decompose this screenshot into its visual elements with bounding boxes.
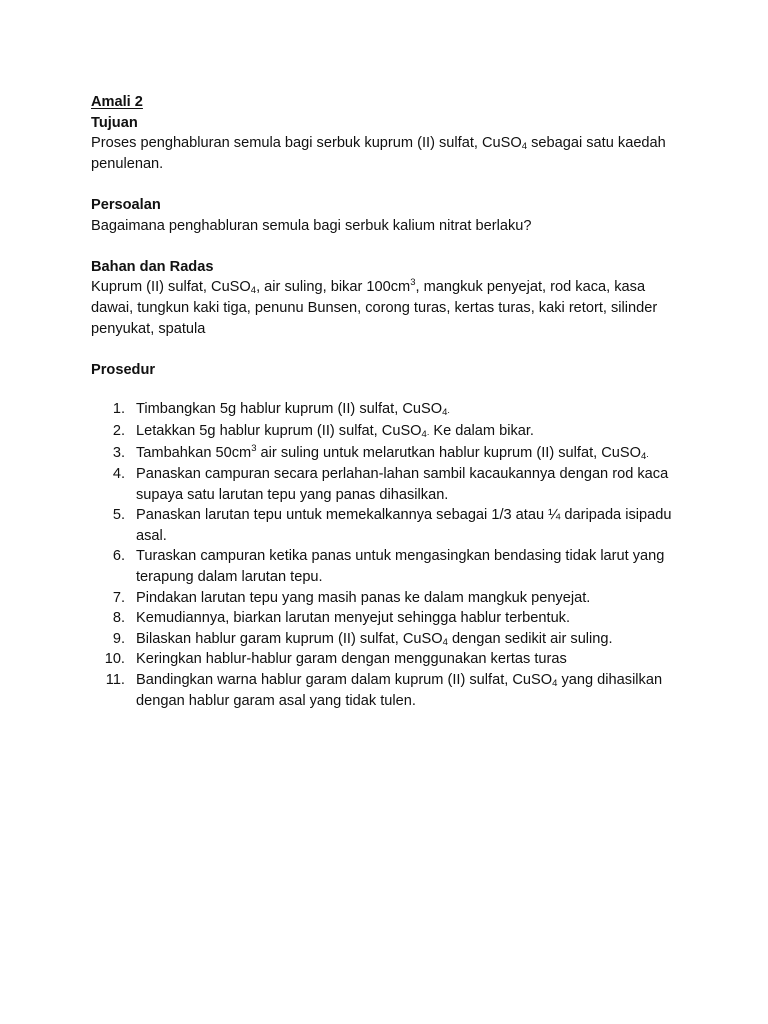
step-text: Letakkan 5g hablur kuprum (II) sulfat, CuSO bbox=[136, 422, 422, 439]
step-text: Turaskan campuran ketika panas untuk mengasingkan bendasing tidak larut yang terapung dalam larutan tepu. bbox=[136, 548, 665, 586]
bahan-text bbox=[91, 277, 691, 339]
step-number: 11. bbox=[105, 672, 125, 689]
heading-tujuan: Tujuan bbox=[91, 114, 138, 131]
step-text: Pindakan larutan tepu yang masih panas ke dalam mangkuk penyejat. bbox=[136, 589, 591, 606]
step-number: 4. bbox=[112, 466, 125, 483]
subscript-4: 4 bbox=[552, 678, 558, 690]
step-text: Bandingkan warna hablur garam dalam kuprum (II) sulfat, CuSO bbox=[136, 672, 553, 689]
step-number: 1. bbox=[112, 401, 125, 418]
superscript-3: 3 bbox=[410, 277, 416, 289]
heading-prosedur: Prosedur bbox=[91, 361, 156, 378]
procedure-step bbox=[91, 670, 691, 711]
tujuan-text-part: sebagai satu kaedah penulenan. bbox=[91, 135, 666, 172]
subscript-4: 4 bbox=[421, 428, 427, 440]
step-text: Kemudiannya, biarkan larutan menyejut sehingga hablur terbentuk. bbox=[136, 610, 571, 627]
heading-persoalan: Persoalan bbox=[91, 196, 161, 213]
subscript-4: 4 bbox=[442, 407, 448, 419]
procedure-step bbox=[91, 649, 691, 670]
step-text: Panaskan larutan tepu untuk memekalkannya sebagai 1/3 atau ¼ daripada isipadu asal. bbox=[136, 507, 672, 544]
bahan-text-part: , mangkuk penyejat, rod kaca, kasa dawai, tungkun kaki tiga, penunu Bunsen, corong turas, kertas turas, kaki retort, silinder penyukat, spatula bbox=[91, 279, 658, 337]
step-number: 10. bbox=[104, 651, 125, 668]
step-number: 6. bbox=[112, 548, 125, 565]
persoalan-text: Bagaimana penghabluran semula bagi serbuk kalium nitrat berlaku? bbox=[91, 217, 532, 234]
step-text: Ke dalam bikar. bbox=[429, 422, 534, 439]
heading-bahan-dan-radas: Bahan dan Radas bbox=[91, 258, 214, 275]
procedure-step bbox=[91, 608, 691, 629]
step-text: Tambahkan 50cm bbox=[136, 444, 252, 461]
procedure-step bbox=[91, 505, 691, 546]
procedure-step bbox=[91, 629, 691, 650]
procedure-step bbox=[91, 588, 691, 609]
procedure-step bbox=[91, 464, 691, 505]
step-text: yang dihasilkan dengan hablur garam asal yang tidak tulen. bbox=[136, 672, 663, 709]
procedure-step bbox=[91, 421, 691, 443]
bahan-text-part: Kuprum (II) sulfat, CuSO bbox=[91, 279, 251, 296]
subscript-4: 4 bbox=[442, 636, 448, 648]
superscript-3: 3 bbox=[251, 442, 257, 454]
procedure-step bbox=[91, 546, 691, 587]
step-number: 9. bbox=[112, 630, 125, 647]
step-text: Panaskan campuran secara perlahan-lahan sambil kacaukannya dengan rod kaca supaya satu larutan tepu yang panas dihasilkan. bbox=[136, 466, 669, 503]
step-number: 7. bbox=[112, 589, 125, 606]
step-text: dengan sedikit air suling. bbox=[447, 630, 613, 647]
step-text: air suling untuk melarutkan hablur kuprum (II) sulfat, CuSO bbox=[256, 444, 641, 461]
procedure-list bbox=[91, 399, 691, 711]
subscript-4: 4 bbox=[521, 141, 528, 153]
bahan-text-part: , air suling, bikar 100cm bbox=[256, 279, 411, 296]
step-number: 8. bbox=[112, 610, 125, 627]
step-text: . bbox=[426, 426, 430, 437]
subscript-4: 4 bbox=[640, 450, 647, 462]
tujuan-text bbox=[91, 133, 691, 174]
step-text: Keringkan hablur-hablur garam dengan menggunakan kertas turas bbox=[136, 651, 567, 668]
document-title: Amali 2 bbox=[91, 94, 143, 110]
step-number: 2. bbox=[112, 422, 125, 439]
procedure-step bbox=[91, 443, 691, 465]
step-text: Bilaskan hablur garam kuprum (II) sulfat, CuSO bbox=[136, 630, 443, 647]
procedure-step bbox=[91, 399, 691, 421]
subscript-4: 4 bbox=[250, 285, 257, 297]
step-text: Timbangkan 5g hablur kuprum (II) sulfat, CuSO bbox=[136, 401, 443, 418]
step-number: 3. bbox=[112, 444, 125, 461]
tujuan-text-part: Proses penghabluran semula bagi serbuk kuprum (II) sulfat, CuSO bbox=[91, 135, 522, 152]
document-content bbox=[91, 92, 691, 711]
step-text: . bbox=[646, 448, 649, 459]
step-number: 5. bbox=[112, 507, 125, 524]
step-text: . bbox=[447, 405, 450, 416]
